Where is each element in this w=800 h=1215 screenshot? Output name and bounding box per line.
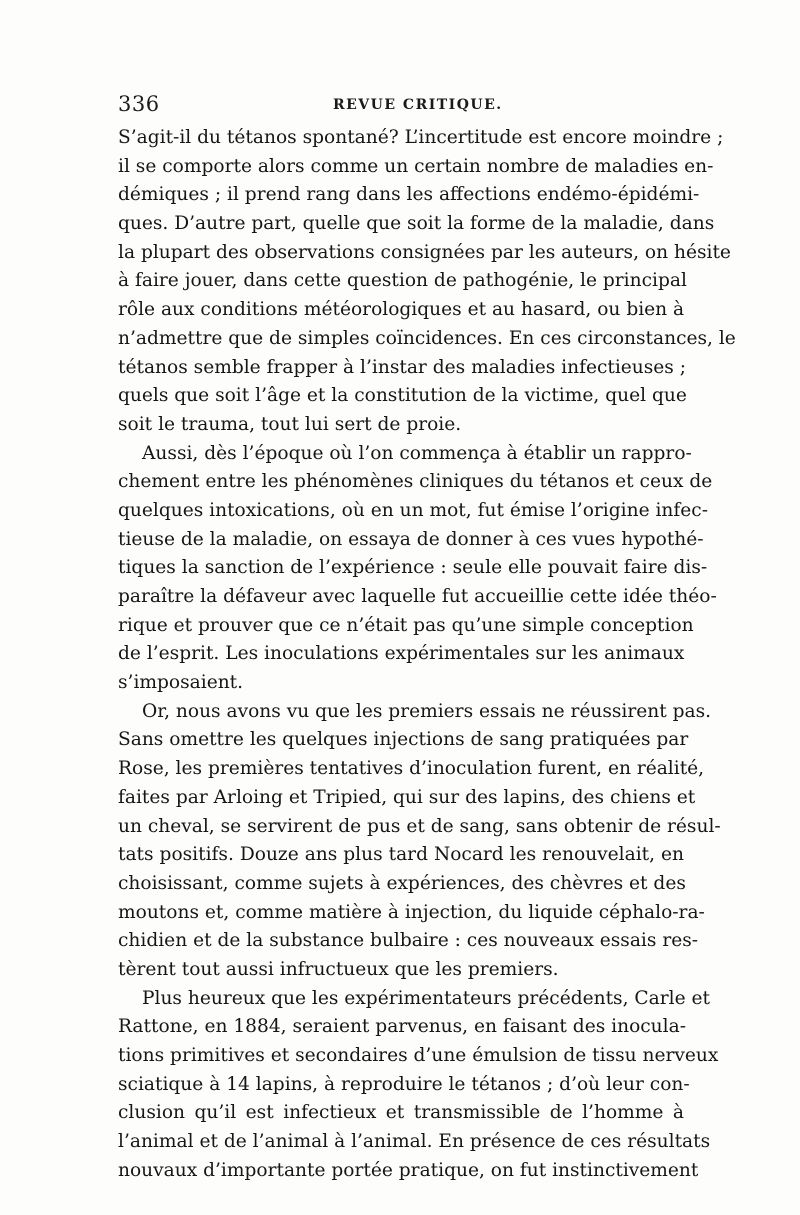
text-line: nouvaux d’importante portée pratique, on fut instinctivement — [118, 1159, 699, 1181]
paragraph-start-line: Plus heureux que les expérimentateurs précédents, Carle et — [142, 987, 710, 1009]
text-line: tieuse de la maladie, on essaya de donner à ces vues hypothé- — [118, 528, 704, 550]
text-line: il se comporte alors comme un certain nombre de maladies en- — [118, 155, 714, 177]
text-line: Sans omettre les quelques injections de sang pratiquées par — [118, 729, 689, 751]
paragraph-end-line: soit le trauma, tout lui sert de proie. — [118, 413, 462, 435]
text-line: paraître la défaveur avec laquelle fut accueillie cette idée théo- — [118, 586, 717, 607]
text-line: Rose, les premières tentatives d’inoculation furent, en réalité, — [118, 758, 705, 780]
text-line: un cheval, se servirent de pus et de sang, sans obtenir de résul- — [118, 815, 721, 837]
body-text — [118, 124, 736, 1185]
text-line: la plupart des observations consignées par les auteurs, on hésite — [118, 241, 731, 263]
text-line: n’admettre que de simples coïncidences. En ces circonstances, le — [118, 327, 736, 349]
text-line: tats positifs. Douze ans plus tard Nocard les renouvelait, en — [118, 844, 684, 866]
text-line: chement entre les phénomènes cliniques du tétanos et ceux de — [118, 471, 713, 493]
text-line: à faire jouer, dans cette question de pathogénie, le principal — [118, 270, 687, 292]
text-line: rôle aux conditions météorologiques et au hasard, ou bien à — [118, 299, 685, 321]
paragraph-start-line: Or, nous avons vu que les premiers essais ne réussirent pas. — [142, 700, 712, 722]
text-line: moutons et, comme matière à injection, du liquide céphalo-ra- — [118, 901, 705, 923]
paragraph-end-line: s’imposaient. — [118, 672, 244, 694]
text-line: quels que soit l’âge et la constitution de la victime, quel que — [118, 385, 687, 407]
running-head: REVUE CRITIQUE. — [333, 97, 503, 113]
paragraph-start-line: Aussi, dès l’époque où l’on commença à établir un rappro- — [142, 442, 692, 464]
text-line: tétanos semble frapper à l’instar des maladies infectieuses ; — [118, 356, 687, 378]
page-header — [118, 92, 684, 122]
text-line: ques. D’autre part, quelle que soit la forme de la maladie, dans — [118, 213, 715, 235]
text-line: tions primitives et secondaires d’une émulsion de tissu nerveux — [118, 1045, 719, 1066]
text-line: Rattone, en 1884, seraient parvenus, en faisant des inocula- — [118, 1016, 686, 1038]
text-line: l’animal et de l’animal à l’animal. En présence de ces résultats — [118, 1131, 711, 1153]
text-line: rique et prouver que ce n’était pas qu’une simple conception — [118, 614, 694, 636]
text-line: chidien et de la substance bulbaire : ces nouveaux essais res- — [118, 930, 699, 952]
text-line: tiques la sanction de l’expérience : seule elle pouvait faire dis- — [118, 557, 708, 579]
text-line: sciatique à 14 lapins, à reproduire le tétanos ; d’où leur con- — [118, 1073, 690, 1095]
text-line: faites par Arloing et Tripied, qui sur des lapins, des chiens et — [118, 786, 696, 808]
text-line: démiques ; il prend rang dans les affections endémo-épidémi- — [118, 184, 700, 206]
text-line: de l’esprit. Les inoculations expérimentales sur les animaux — [118, 643, 685, 665]
text-line: choisissant, comme sujets à expériences, des chèvres et des — [118, 872, 686, 894]
text-line: quelques intoxications, où en un mot, fut émise l’origine infec- — [118, 499, 708, 521]
page-number: 336 — [118, 92, 160, 116]
paragraph-end-line: tèrent tout aussi infructueux que les premiers. — [118, 958, 559, 980]
text-line: clusion qu’il est infectieux et transmissible de l’homme à — [118, 1102, 684, 1124]
text-line: S’agit-il du tétanos spontané? L’incertitude est encore moindre ; — [118, 127, 724, 148]
